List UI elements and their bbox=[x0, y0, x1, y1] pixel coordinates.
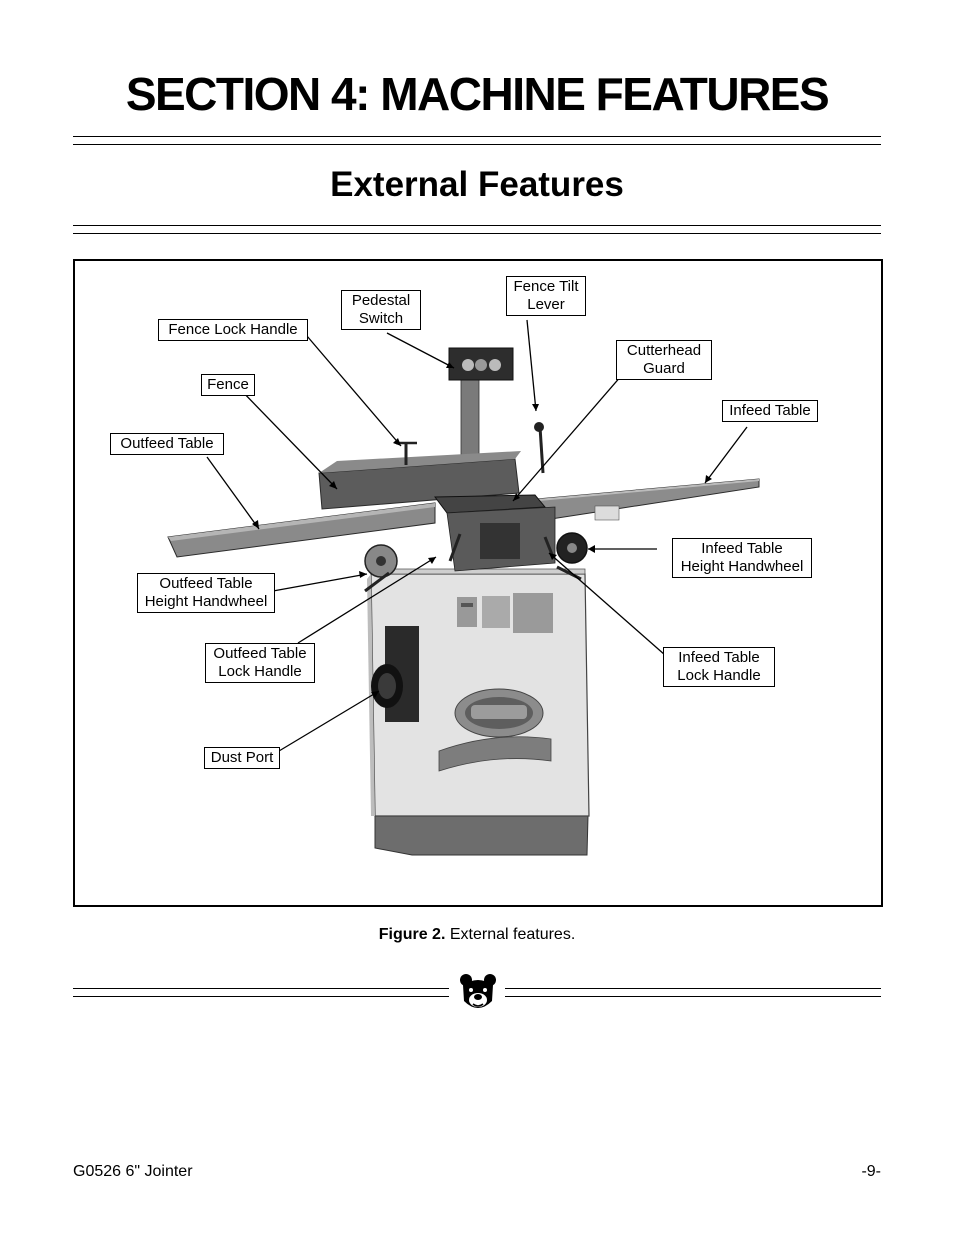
divider bbox=[73, 233, 881, 234]
footer-divider-right bbox=[505, 988, 881, 989]
figure-frame bbox=[73, 259, 883, 907]
callout-infeed-table-height-handwheel: Infeed Table Height Handwheel bbox=[672, 538, 812, 578]
callout-cutterhead-guard: Cutterhead Guard bbox=[616, 340, 712, 380]
footer-model: G0526 6" Jointer bbox=[73, 1163, 193, 1180]
callout-pedestal-switch: Pedestal Switch bbox=[341, 290, 421, 330]
callout-outfeed-table-height-handwheel: Outfeed Table Height Handwheel bbox=[137, 573, 275, 613]
section-title: SECTION 4: MACHINE FEATURES bbox=[125, 68, 829, 120]
figure-caption-label: Figure 2. bbox=[378, 926, 446, 943]
footer-divider-left bbox=[73, 996, 449, 997]
figure-caption bbox=[0, 926, 954, 944]
callout-fence-tilt-lever: Fence Tilt Lever bbox=[506, 276, 586, 316]
figure-caption-text: External features. bbox=[449, 926, 576, 943]
page-number: -9- bbox=[861, 1163, 881, 1180]
divider bbox=[73, 136, 881, 137]
footer-divider-right bbox=[505, 996, 881, 997]
callout-dust-port: Dust Port bbox=[204, 747, 280, 769]
divider bbox=[73, 144, 881, 145]
callout-fence-lock-handle: Fence Lock Handle bbox=[158, 319, 308, 341]
footer-divider-left bbox=[73, 988, 449, 989]
subsection-title: External Features bbox=[330, 165, 624, 204]
callout-infeed-table: Infeed Table bbox=[722, 400, 818, 422]
callout-outfeed-table-lock-handle: Outfeed Table Lock Handle bbox=[205, 643, 315, 683]
callout-infeed-table-lock-handle: Infeed Table Lock Handle bbox=[663, 647, 775, 687]
callout-fence: Fence bbox=[201, 374, 255, 396]
bear-logo-icon bbox=[459, 973, 497, 1015]
divider bbox=[73, 225, 881, 226]
callout-outfeed-table: Outfeed Table bbox=[110, 433, 224, 455]
